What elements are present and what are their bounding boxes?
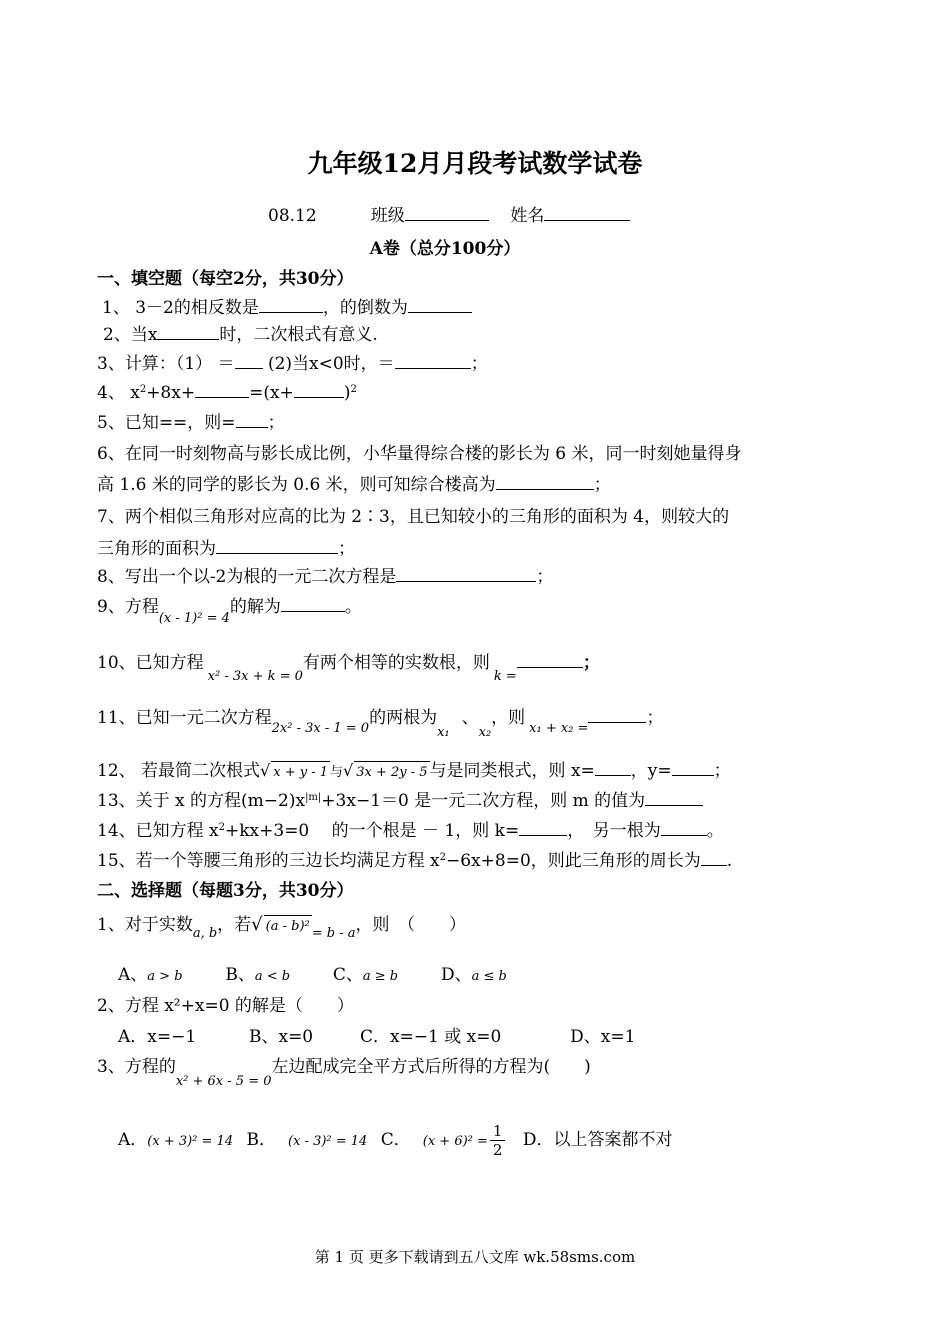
question-7-line1: 7、两个相似三角形对应高的比为 2∶3，且已知较小的三角形的面积为 4，则较大的 [97, 507, 730, 527]
answer-blank[interactable] [195, 382, 249, 398]
option-d[interactable]: D、a ≤ b [440, 965, 507, 985]
answer-blank[interactable] [496, 474, 594, 490]
question-10: 10、已知方程$_{x^2 - 3x + k = 0}$有两个相等的实数根，则$_{k =}$； [97, 653, 600, 684]
question-15: 15、若一个等腰三角形的三边长均满足方程 $x^2-6x+8=0$，则此三角形的周长为 . [97, 851, 733, 871]
choice-2-options [118, 1026, 635, 1048]
answer-blank[interactable] [588, 707, 646, 723]
option-a[interactable]: A、a > b [118, 965, 183, 985]
answer-blank[interactable] [259, 297, 323, 313]
answer-blank[interactable] [645, 790, 703, 806]
answer-blank[interactable] [701, 850, 727, 866]
section-header-multiple-choice: 二、选择题（每题3分，共30分） [97, 881, 354, 901]
answer-blank[interactable] [236, 412, 268, 428]
name-field[interactable] [544, 204, 630, 221]
choice-2: 2、方程 x²+x=0 的解是（ ） [97, 996, 354, 1016]
class-field[interactable] [405, 204, 489, 221]
option-b[interactable]: B． (x - 3)² = 14 [246, 1130, 368, 1150]
question-12: 12、 若最简二次根式√ x + y - 1 与√ 3x + 2y - 5 与是同类根式，则 x= ，y= ； [97, 760, 731, 784]
answer-blank[interactable] [519, 820, 567, 836]
choice-1: 1、对于实数$_{a, b}$，若√ (a - b)² $_{= b - a}$，则 （ ） [97, 914, 467, 941]
question-6-line2: 高 1.6 米的同学的影长为 0.6 米，则可知综合楼高为 ； [97, 475, 611, 495]
question-7-line2: 三角形的面积为 ； [97, 539, 355, 559]
answer-blank[interactable] [661, 820, 707, 836]
name-label: 姓名 [510, 206, 545, 226]
option-c[interactable]: C．x=−1 或 x=0 [359, 1027, 502, 1047]
page-title: 九年级12月月段考试数学试卷 [307, 149, 643, 178]
question-8: 8、写出一个以-2为根的一元二次方程是 ； [97, 567, 554, 587]
answer-blank[interactable] [408, 297, 472, 313]
question-4: 4、 $x^2+8x+ =(x+ )^2$ [97, 383, 357, 403]
question-11: 11、已知一元二次方程$_{2x^2 - 3x - 1 = 0}$的两根为$_{x_1}$、$_{x_2}$，则$_{x_1 + x_2 =}$； [97, 708, 664, 740]
header-meta [268, 201, 630, 226]
equation: (x - 1)² = 4 [158, 611, 230, 626]
answer-blank[interactable] [157, 324, 219, 340]
choice-1-options [118, 964, 507, 988]
answer-blank[interactable] [517, 652, 583, 668]
answer-blank[interactable] [294, 382, 344, 398]
option-c[interactable]: C． (x + 6)² = $\frac{1}{2}$ [381, 1130, 506, 1150]
option-d[interactable]: D、x=1 [570, 1027, 636, 1047]
equation: x² + 6x - 5 = 0 [175, 1074, 272, 1089]
choice-3-options [118, 1122, 673, 1159]
page-footer: 第 1 页 更多下载请到五八文库 wk.58sms.com [314, 1248, 636, 1266]
question-2: 2、当x 时，二次根式有意义. [103, 325, 378, 345]
question-14: 14、已知方程 $x^2+kx+3=0$ 的一个根是 － 1，则 k= ， 另一根为 。 [97, 821, 724, 841]
option-a[interactable]: A．(x + 3)² = 14 [118, 1130, 234, 1150]
question-13: 13、关于 x 的方程$(m-2)x^{|m|}+3x-1=0$ 是一元二次方程，则 m 的值为 [97, 790, 703, 812]
option-a[interactable]: A．x=−1 [118, 1027, 197, 1047]
option-d[interactable]: D．以上答案都不对 [522, 1130, 673, 1150]
option-b[interactable]: B、x=0 [248, 1027, 314, 1047]
section-header-fill-blank: 一、填空题（每空2分，共30分） [97, 269, 354, 289]
question-9: 9、方程$_{(x - 1)^2 = 4}$的解为 。 [97, 597, 362, 626]
question-1: 1、 3－2的相反数是 ，的倒数为 [102, 297, 472, 319]
answer-blank[interactable] [281, 596, 345, 612]
class-label: 班级 [370, 206, 405, 226]
choice-3: 3、方程的$_{x^2 + 6x - 5 = 0}$左边配成完全平方式后所得的方程为( ) [97, 1057, 591, 1089]
answer-blank[interactable] [595, 760, 631, 776]
answer-blank[interactable] [395, 353, 471, 369]
equation: 2x² - 3x - 1 = 0 [271, 721, 370, 736]
answer-blank[interactable] [396, 566, 536, 582]
answer-blank[interactable] [672, 760, 714, 776]
paper-subtitle: A卷（总分100分） [369, 239, 521, 259]
option-c[interactable]: C、a ≥ b [332, 965, 399, 985]
question-3: 3、计算：（1） ＝ (2)当x<0时，＝ ； [97, 354, 488, 374]
question-6-line1: 6、在同一时刻物高与影长成比例，小华量得综合楼的影长为 6 米，同一时刻她量得身 [97, 444, 742, 464]
equation: x² - 3x + k = 0 [207, 669, 303, 684]
answer-blank[interactable] [235, 353, 263, 369]
question-5: 5、已知==，则= ； [97, 413, 285, 433]
option-b[interactable]: B、a < b [225, 965, 291, 985]
exam-date: 08.12 [268, 206, 317, 226]
answer-blank[interactable] [216, 537, 338, 554]
